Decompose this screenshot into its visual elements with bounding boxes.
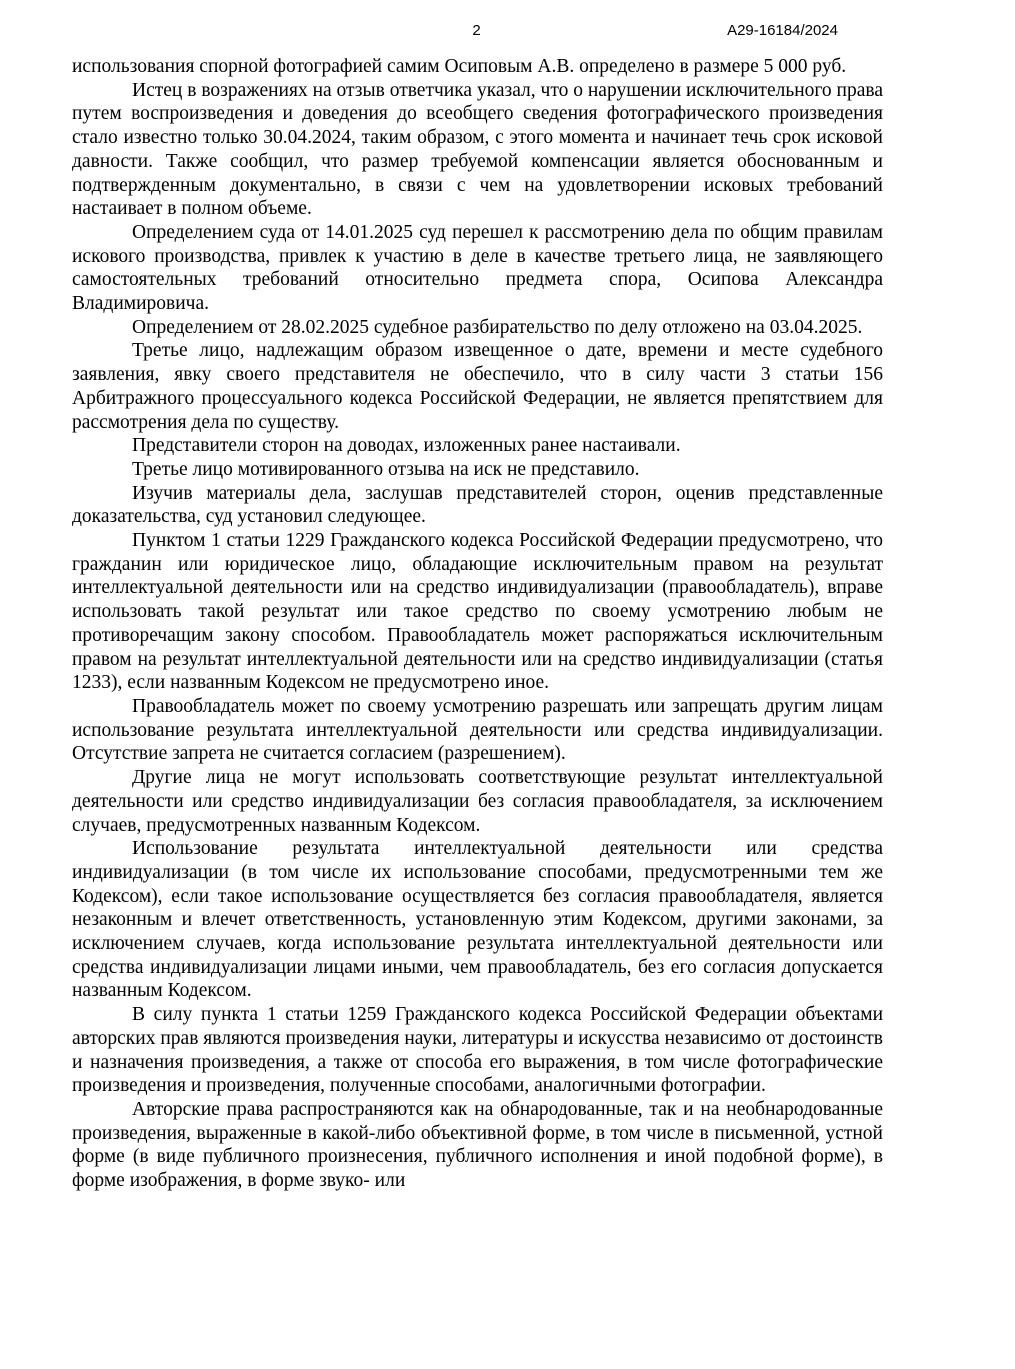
document-paragraph: Истец в возражениях на отзыв ответчика указал, что о нарушении исключительного права путем воспроизведения и доведения до всеобщего сведения фотографического произведения стало известно только 30.04.2024, таким образом, с этого момента и начинает течь срок исковой давности. Также сообщил, что размер требуемой компенсации является обоснованным и подтвержденным документально, в связи с чем на удовлетворении исковых требований настаивает в полном объеме. xyxy=(72,79,883,220)
document-paragraph: Представители сторон на доводах, изложенных ранее настаивали. xyxy=(132,435,681,457)
document-paragraph: использования спорной фотографией самим Осиповым А.В. определено в размере 5 000 руб. xyxy=(72,56,847,77)
document-paragraph: Третье лицо мотивированного отзыва на иск не представило. xyxy=(132,458,640,480)
document-paragraph: Изучив материалы дела, заслушав представителей сторон, оценив представленные доказательства, суд установил следующее. xyxy=(72,482,883,528)
document-paragraph: Использование результата интеллектуальной деятельности или средства индивидуализации (в том числе их использование способами, предусмотренными тем же Кодексом), если такое использование осуществляется без согласия правообладателя, является незаконным и влечет ответственность, установленную этим Кодексом, другими законами, за исключением случаев, когда использование результата интеллектуальной деятельности или средства индивидуализации лицами иными, чем правообладатель, без его согласия допускается названным Кодексом. xyxy=(72,838,883,1002)
document-paragraph: Третье лицо, надлежащим образом извещенное о дате, времени и месте судебного заявления, явку своего представителя не обеспечило, что в силу части 3 статьи 156 Арбитражного процессуального кодекса Российской Федерации, не является препятствием для рассмотрения дела по существу. xyxy=(72,340,883,433)
document-paragraph: Определением суда от 14.01.2025 суд перешел к рассмотрению дела по общим правилам искового производства, привлек к участию в деле в качестве третьего лица, не заявляющего самостоятельных требований относительно предмета спора, Осипова Александра Владимировича. xyxy=(72,221,883,315)
document-paragraph: Правообладатель может по своему усмотрению разрешать или запрещать другим лицам использование результата интеллектуальной деятельности или средства индивидуализации. Отсутствие запрета не считается согласием (разрешением). xyxy=(72,695,883,765)
case-number: А29-16184/2024 xyxy=(727,22,838,39)
document-paragraph: Другие лица не могут использовать соответствующие результат интеллектуальной деятельности или средство индивидуализации без согласия правообладателя, за исключением случаев, предусмотренных названным Кодексом. xyxy=(72,767,883,836)
document-paragraph: В силу пункта 1 статьи 1259 Гражданского кодекса Российской Федерации объектами авторских прав являются произведения науки, литературы и искусства независимо от достоинств и назначения произведения, а также от способа его выражения, в том числе фотографические произведения и произведения, полученные способами, аналогичными фотографии. xyxy=(72,1004,883,1097)
document-paragraph: Авторские права распространяются как на обнародованные, так и на необнародованные произведения, выраженные в какой-либо объективной форме, в том числе в письменной, устной форме (в виде публичного произнесения, публичного исполнения и иной подобной форме), в форме изображения, в форме звуко- или xyxy=(72,1098,883,1192)
page-number: 2 xyxy=(472,22,481,39)
document-paragraph: Определением от 28.02.2025 судебное разбирательство по делу отложено на 03.04.2025. xyxy=(132,316,863,338)
document-paragraph: Пунктом 1 статьи 1229 Гражданского кодекса Российской Федерации предусмотрено, что гражданин или юридическое лицо, обладающие исключительным правом на результат интеллектуальной деятельности или на средство индивидуализации (правообладатель), вправе использовать такой результат или такое средство по своему усмотрению любым не противоречащим закону способом. Правообладатель может распоряжаться исключительным правом на результат интеллектуальной деятельности или на средство индивидуализации (статья 1233), если названным Кодексом не предусмотрено иное. xyxy=(72,530,883,694)
page-header xyxy=(72,22,881,42)
document-body xyxy=(72,55,883,1193)
